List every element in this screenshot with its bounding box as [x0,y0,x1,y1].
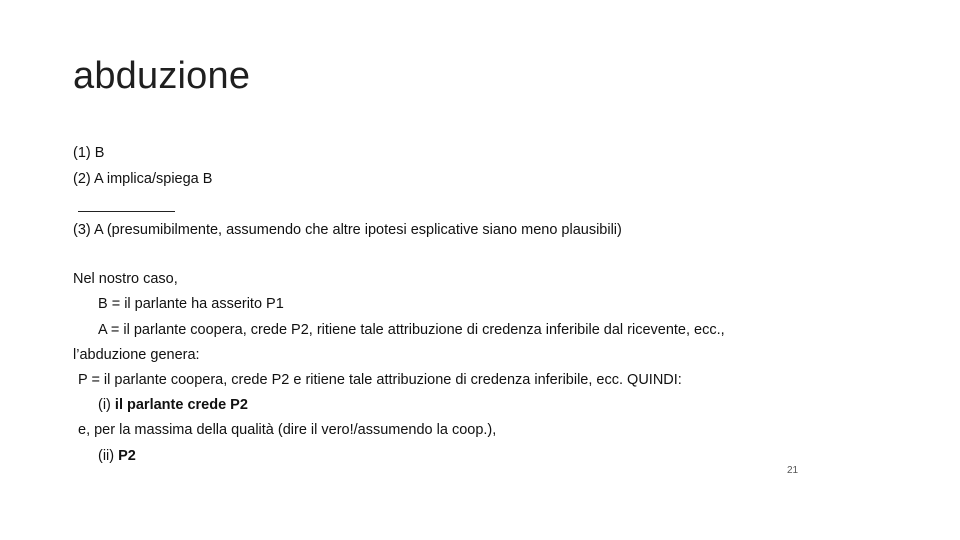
item-i-prefix: (i) [98,397,115,413]
case-b: B = il parlante ha asserito P1 [98,296,284,312]
inference-rule-divider [78,211,175,212]
slide-title: abduzione [73,55,251,97]
item-ii-prefix: (ii) [98,448,119,464]
item-i [98,396,248,414]
abduction-generates: l’abduzione genera: [73,347,200,363]
premise-2: (2) A implica/spiega B [73,171,213,187]
maxim-line: e, per la massima della qualità (dire il vero!/assumendo la coop.), [78,422,497,438]
case-intro: Nel nostro caso, [73,271,178,287]
conclusion: (3) A (presumibilmente, assumendo che altre ipotesi esplicative siano meno plausibili) [73,222,622,238]
premise-1: (1) B [73,145,105,161]
page-number: 21 [787,465,799,476]
item-ii-text: P2 [118,448,136,464]
item-ii [98,447,136,465]
p-statement: P = il parlante coopera, crede P2 e ritiene tale attribuzione di credenza inferibile, ecc. QUINDI: [78,372,682,388]
case-a: A = il parlante coopera, crede P2, ritiene tale attribuzione di credenza inferibile dal ricevente, ecc., [98,322,725,338]
item-i-text: il parlante crede P2 [114,397,248,413]
